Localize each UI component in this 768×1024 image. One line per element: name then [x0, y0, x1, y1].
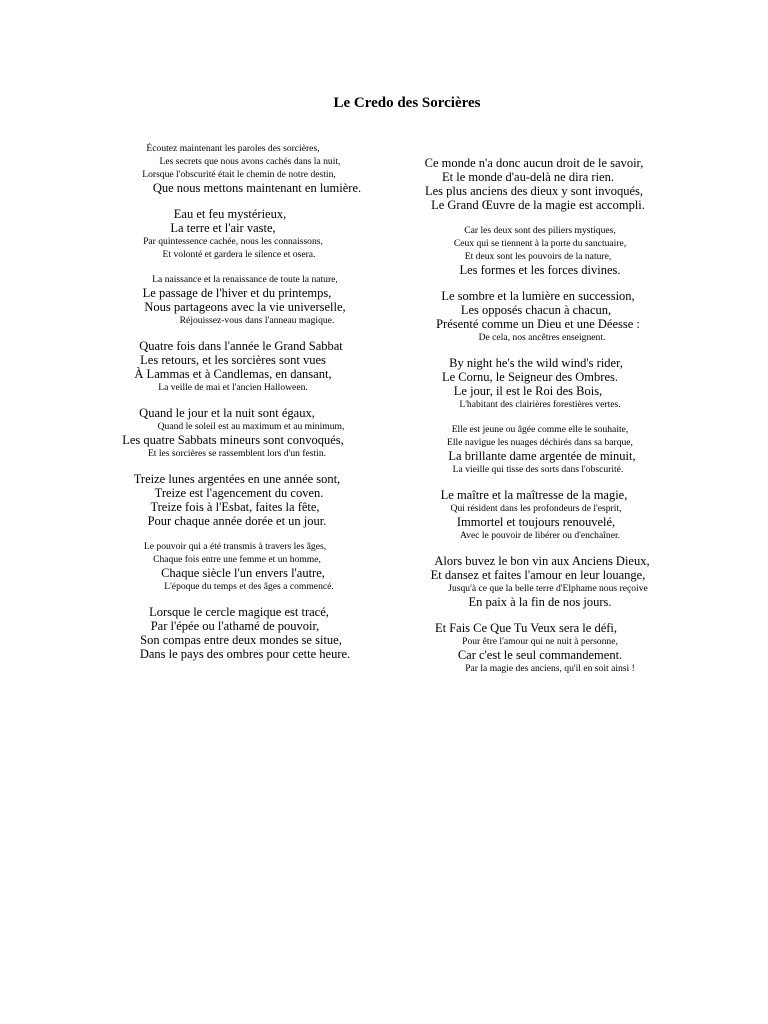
stanza: [95, 339, 395, 394]
poem-line: Et Fais Ce Que Tu Veux sera le défi,: [434, 621, 618, 635]
poem-line: Elle est jeune ou âgée comme elle le souhaite,: [451, 424, 629, 435]
poem-line: Lorsque le cercle magique est tracé,: [149, 605, 329, 619]
poem-line: Et les sorcières se rassemblent lors d'un festin.: [147, 448, 327, 459]
poem-line: Que nous mettons maintenant en lumière.: [152, 181, 362, 195]
poem-line: Nous partageons avec la vie universelle,: [144, 300, 346, 314]
stanza: [390, 289, 690, 344]
poem-line: By night he's the wild wind's rider,: [449, 356, 623, 370]
poem-line: Le sombre et la lumière en succession,: [441, 289, 635, 303]
poem-line: Alors buvez le bon vin aux Anciens Dieux,: [434, 554, 650, 568]
poem-line: Treize est l'agencement du coven.: [154, 486, 324, 500]
poem-line: La terre et l'air vaste,: [170, 221, 276, 235]
poem-line: Pour être l'amour qui ne nuit à personne,: [462, 636, 618, 647]
stanza: [95, 142, 395, 195]
poem-line: De cela, nos ancêtres enseignent.: [478, 332, 606, 343]
stanza: [390, 488, 690, 542]
poem-line: Réjouissez-vous dans l'anneau magique.: [179, 315, 335, 326]
poem-line: La veille de mai et l'ancien Halloween.: [158, 382, 308, 393]
stanza: [390, 356, 690, 411]
stanza: [390, 156, 690, 212]
poem-line: Eau et feu mystérieux,: [173, 207, 287, 221]
poem-line: La vieille qui tisse des sorts dans l'obscurité.: [452, 464, 624, 475]
poem-line: Par la magie des anciens, qu'il en soit ainsi !: [465, 663, 635, 674]
poem-line: Car c'est le seul commandement.: [457, 648, 623, 662]
poem-line: Pour chaque année dorée et un jour.: [147, 514, 327, 528]
poem-line: Les formes et les forces divines.: [459, 263, 621, 277]
stanza: [95, 207, 395, 261]
stanza: [390, 621, 690, 675]
poem-line: Et le monde d'au-delà ne dira rien.: [442, 170, 614, 184]
poem-line: Le Cornu, le Seigneur des Ombres.: [441, 370, 618, 384]
poem-line: Les quatre Sabbats mineurs sont convoqués,: [122, 433, 344, 447]
poem-line: Ce monde n'a donc aucun droit de le savoir,: [424, 156, 644, 170]
left-column: [95, 142, 395, 673]
poem-line: L'habitant des clairières forestières vertes.: [459, 399, 621, 410]
poem-line: Quand le jour et la nuit sont égaux,: [139, 406, 315, 420]
stanza: [95, 273, 395, 327]
poem-line: Car les deux sont des piliers mystiques,: [464, 225, 616, 236]
poem-line: Les retours, et les sorcières sont vues: [140, 353, 326, 367]
page-title: Le Credo des Sorcières: [333, 95, 481, 111]
poem-line: Écoutez maintenant les paroles des sorcières,: [146, 143, 320, 154]
poem-line: Le jour, il est le Roi des Bois,: [453, 384, 603, 398]
poem-line: L'époque du temps et des âges a commencé.: [164, 581, 334, 592]
poem-line: Son compas entre deux mondes se situe,: [140, 633, 342, 647]
stanza: [390, 554, 690, 609]
poem-line: Treize lunes argentées en une année sont,: [133, 472, 341, 486]
poem-line: Chaque siècle l'un envers l'autre,: [161, 566, 325, 580]
poem-line: Avec le pouvoir de libérer ou d'enchaîner.: [459, 530, 621, 541]
stanza: [95, 406, 395, 460]
poem-line: Quand le soleil est au maximum et au minimum,: [157, 421, 345, 432]
poem-line: Le passage de l'hiver et du printemps,: [142, 286, 332, 300]
poem-line: Qui résident dans les profondeurs de l'esprit,: [450, 503, 622, 514]
stanza: [95, 540, 395, 593]
stanza: [95, 472, 395, 528]
poem-line: Treize fois à l'Esbat, faites la fête,: [150, 500, 320, 514]
poem-line: Le pouvoir qui a été transmis à travers les âges,: [143, 541, 327, 552]
poem-line: Et volonté et gardera le silence et osera.: [162, 249, 316, 260]
poem-line: Et dansez et faites l'amour en leur louange,: [430, 568, 646, 582]
poem-line: Le Grand Œuvre de la magie est accompli.: [431, 198, 645, 212]
poem-line: Les secrets que nous avons cachés dans la nuit,: [159, 156, 341, 167]
poem-line: Les plus anciens des dieux y sont invoqués,: [424, 184, 644, 198]
stanza: [390, 224, 690, 277]
poem-line: La brillante dame argentée de minuit,: [448, 449, 636, 463]
stanza: [95, 605, 395, 661]
poem-line: Par quintessence cachée, nous les connaissons,: [143, 236, 323, 247]
poem-line: Quatre fois dans l'année le Grand Sabbat: [139, 339, 343, 353]
poem-line: Lorsque l'obscurité était le chemin de notre destin,: [142, 169, 336, 180]
stanza: [390, 423, 690, 476]
poem-line: Par l'épée ou l'athamé de pouvoir,: [150, 619, 320, 633]
poem-line: Les opposés chacun à chacun,: [460, 303, 612, 317]
poem-line: Dans le pays des ombres pour cette heure.: [139, 647, 351, 661]
poem-line: Le maître et la maîtresse de la magie,: [440, 488, 628, 502]
poem-line: À Lammas et à Candlemas, en dansant,: [134, 367, 332, 381]
poem-line: Elle navigue les nuages déchirés dans sa barque,: [447, 437, 633, 448]
poem-line: Et deux sont les pouvoirs de la nature,: [464, 251, 612, 262]
right-column: [390, 156, 690, 687]
poem-line: La naissance et la renaissance de toute la nature,: [152, 274, 338, 285]
poem-line: En paix à la fin de nos jours.: [468, 595, 612, 609]
poem-line: Ceux qui se tiennent à la porte du sanctuaire,: [453, 238, 627, 249]
poem-line: Jusqu'à ce que la belle terre d'Elphame nous reçoive: [448, 583, 648, 594]
poem-line: Chaque fois entre une femme et un homme,: [153, 554, 321, 565]
poem-line: Présenté comme un Dieu et une Déesse :: [436, 317, 640, 331]
poem-line: Immortel et toujours renouvelé,: [456, 515, 616, 529]
